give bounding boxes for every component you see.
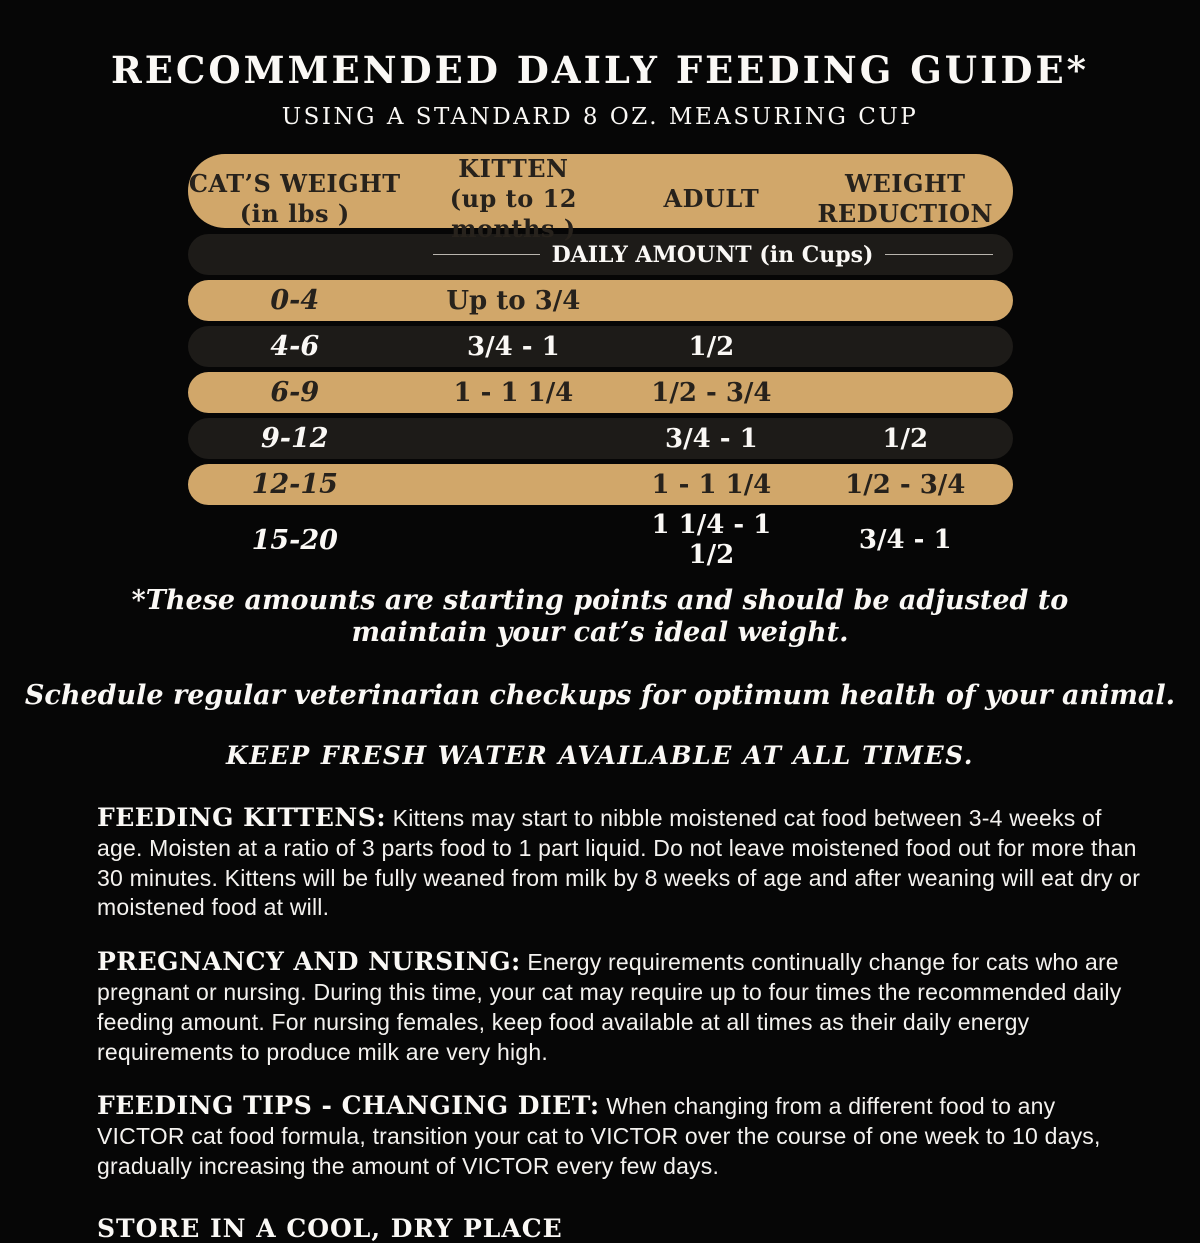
column-header-line1: KITTEN [458, 154, 569, 183]
kitten-cell: Up to 3/4 [446, 285, 581, 316]
adult-cell: 3/4 - 1 [665, 423, 758, 454]
table-row [188, 280, 1013, 321]
column-header-line1: CAT’S WEIGHT [188, 169, 401, 198]
table-row [188, 464, 1013, 505]
section-body: Kittens may start to nibble moistened cat food between 3-4 weeks of age. Moisten at a ratio of 3 parts food to 1 part liquid. Do not leave moistened food out for more than 30 minutes. Kittens will be fully weaned from milk by 8 weeks of age and after weaning will eat dry or moistened food at will. [97, 804, 1141, 921]
vet-checkup-note: Schedule regular veterinarian checkups for optimum health of your animal. [24, 679, 1176, 711]
section-heading: FEEDING TIPS - CHANGING DIET: [97, 1091, 600, 1121]
column-header-line2: (in lbs ) [239, 199, 350, 228]
table-row [188, 326, 1013, 367]
table-row [188, 418, 1013, 459]
page-title: RECOMMENDED DAILY FEEDING GUIDE* [110, 48, 1090, 92]
kitten-cell: 1 - 1 1/4 [453, 377, 574, 408]
adult-cell: 1/2 [688, 331, 735, 362]
column-header-line2: REDUCTION [817, 199, 993, 228]
asterisk-footnote: *These amounts are starting points and should be adjusted to maintain your cat’s ideal weight. [131, 585, 1069, 649]
section-heading: FEEDING KITTENS: [97, 802, 387, 832]
reduction-cell: 3/4 - 1 [858, 525, 952, 555]
page-subtitle: USING A STANDARD 8 OZ. MEASURING CUP [281, 104, 919, 130]
table-row [188, 510, 1013, 570]
reduction-cell: 1/2 - 3/4 [845, 469, 966, 500]
adult-cell: 1/2 - 3/4 [651, 377, 772, 408]
column-header-line2: (up to 12 months ) [449, 184, 578, 243]
section-paragraph [97, 802, 1145, 923]
table-row [188, 372, 1013, 413]
daily-amount-inner [433, 242, 993, 268]
column-header-adult [625, 184, 798, 214]
column-header-weight-reduction [798, 169, 1013, 229]
weight-cell: 0-4 [270, 285, 320, 316]
section-pregnancy-nursing [97, 946, 1145, 1067]
adult-cell: 1 1/4 - 1 1/2 [651, 510, 772, 570]
weight-cell: 6-9 [270, 377, 320, 408]
section-paragraph [97, 946, 1145, 1067]
storage-instruction: STORE IN A COOL, DRY PLACE [97, 1213, 563, 1243]
section-feeding-tips [97, 1090, 1145, 1182]
column-header-line1: ADULT [663, 184, 760, 213]
kitten-cell: 3/4 - 1 [467, 331, 560, 362]
left-rule-line [433, 254, 540, 255]
section-body: When changing from a different food to any VICTOR cat food formula, transition your cat to VICTOR over the course of one week to 10 days, gradually increasing the amount of VICTOR every few days. [97, 1093, 1101, 1180]
section-heading: PREGNANCY AND NURSING: [97, 947, 521, 976]
info-sections [97, 802, 1145, 1243]
section-body: Energy requirements continually change for cats who are pregnant or nursing. During this time, your cat may require up to four times the recommended daily feeding amount. For nursing females, keep food available at all times as their daily energy requirements to produce milk are very high. [97, 949, 1122, 1065]
weight-cell: 12-15 [251, 469, 338, 500]
weight-cell: 9-12 [260, 423, 329, 454]
daily-amount-label: DAILY AMOUNT (in Cups) [551, 241, 874, 268]
feeding-table [188, 154, 1013, 570]
section-paragraph [97, 1090, 1145, 1182]
weight-cell: 4-6 [270, 331, 320, 362]
right-rule-line [885, 254, 992, 255]
fresh-water-note: KEEP FRESH WATER AVAILABLE AT ALL TIMES. [225, 740, 974, 770]
column-header-kitten [402, 154, 625, 244]
adult-cell: 1 - 1 1/4 [651, 469, 772, 500]
reduction-cell: 1/2 [882, 423, 929, 454]
column-header-cats-weight [188, 169, 403, 229]
table-header-row [188, 154, 1013, 243]
section-feeding-kittens [97, 802, 1145, 923]
weight-cell: 15-20 [251, 524, 338, 556]
column-header-line1: WEIGHT [844, 169, 966, 198]
